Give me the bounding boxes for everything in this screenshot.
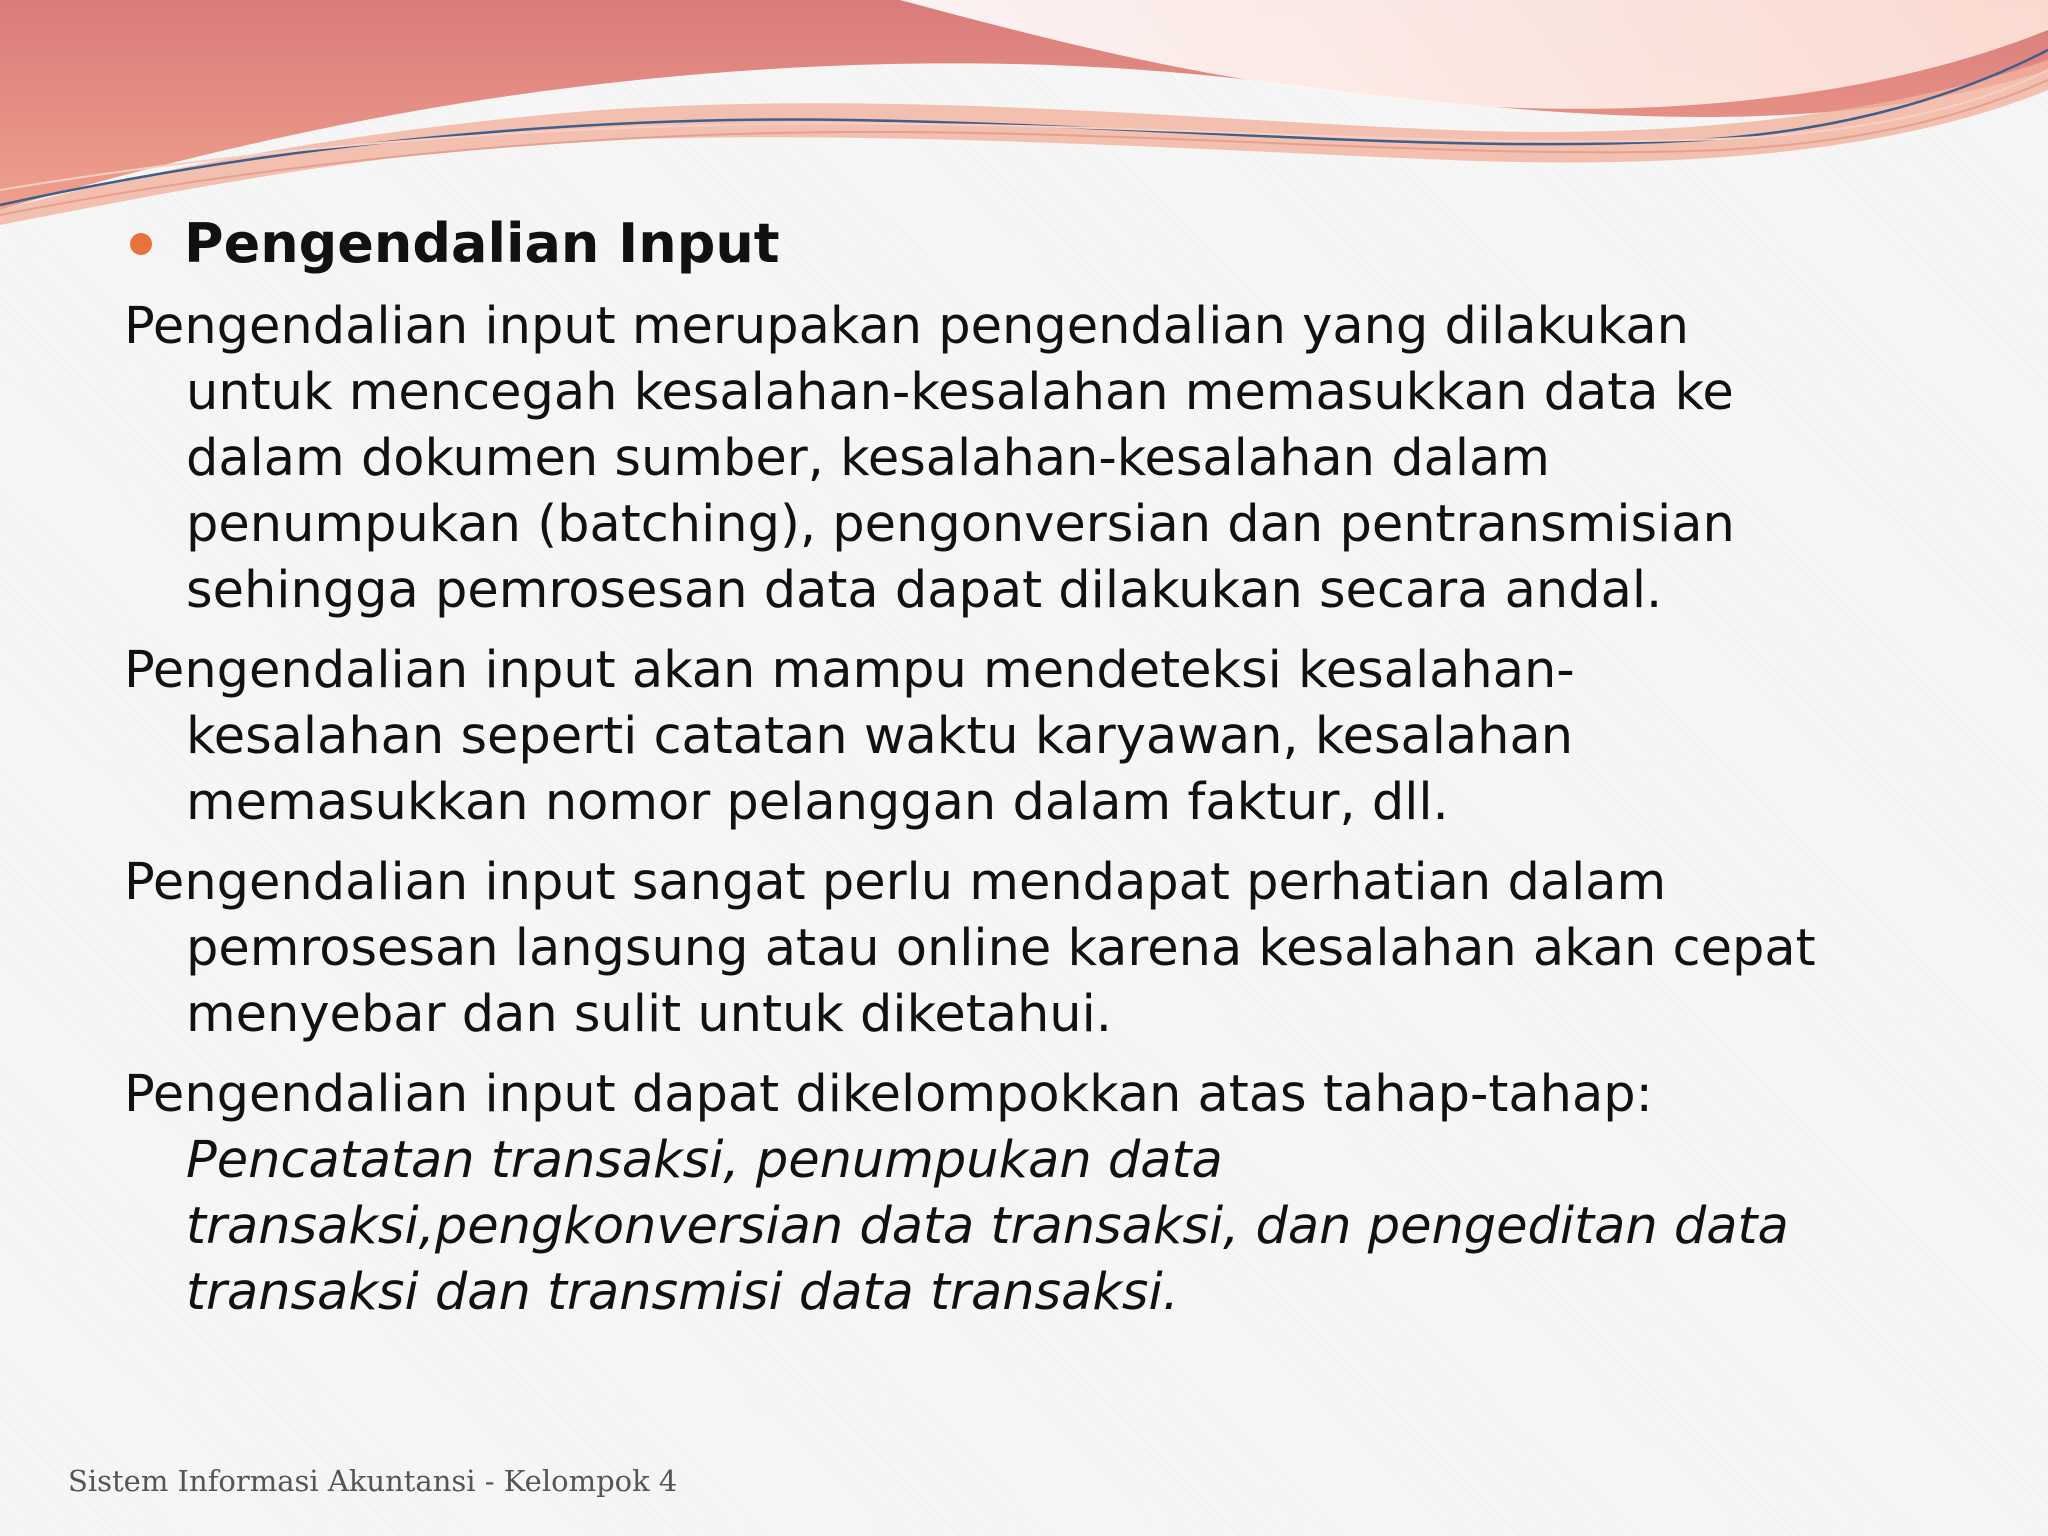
paragraph-line: Pengendalian input sangat perlu mendapat perhatian dalam bbox=[124, 853, 1667, 912]
paragraph-line: untuk mencegah kesalahan-kesalahan memasukkan data ke bbox=[186, 363, 1734, 422]
heading-row bbox=[130, 208, 1984, 280]
paragraph-line: menyebar dan sulit untuk diketahui. bbox=[186, 985, 1112, 1044]
paragraph-line-italic: transaksi dan transmisi data transaksi. bbox=[186, 1263, 1179, 1322]
paragraph-line: pemrosesan langsung atau online karena kesalahan akan cepat bbox=[186, 919, 1816, 978]
paragraph-line: Pengendalian input akan mampu mendeteksi kesalahan- bbox=[124, 641, 1575, 700]
paragraph-line-italic: transaksi,pengkonversian data transaksi, dan pengeditan data bbox=[186, 1197, 1789, 1256]
paragraph-2 bbox=[124, 638, 1984, 836]
paragraph-line: dalam dokumen sumber, kesalahan-kesalahan dalam bbox=[186, 429, 1550, 488]
header-wave-decoration bbox=[0, 0, 2048, 240]
paragraph-line-italic: Pencatatan transaksi, penumpukan data bbox=[186, 1131, 1223, 1190]
paragraph-line: sehingga pemrosesan data dapat dilakukan secara andal. bbox=[186, 561, 1663, 620]
orange-dot-bullet-icon bbox=[130, 233, 152, 255]
slide-heading: Pengendalian Input bbox=[184, 212, 780, 275]
paragraph-4 bbox=[124, 1062, 1984, 1326]
paragraph-3 bbox=[124, 850, 1984, 1048]
paragraph-line: penumpukan (batching), pengonversian dan pentransmisian bbox=[186, 495, 1735, 554]
paragraph-line: memasukkan nomor pelanggan dalam faktur, dll. bbox=[186, 773, 1449, 832]
paragraph-line: Pengendalian input dapat dikelompokkan atas tahap-tahap: bbox=[124, 1065, 1653, 1124]
paragraph-1 bbox=[124, 294, 1984, 624]
slide-footer: Sistem Informasi Akuntansi - Kelompok 4 bbox=[68, 1464, 678, 1498]
slide-content bbox=[124, 208, 1984, 1326]
paragraph-line: kesalahan seperti catatan waktu karyawan, kesalahan bbox=[186, 707, 1574, 766]
paragraph-line: Pengendalian input merupakan pengendalian yang dilakukan bbox=[124, 297, 1689, 356]
